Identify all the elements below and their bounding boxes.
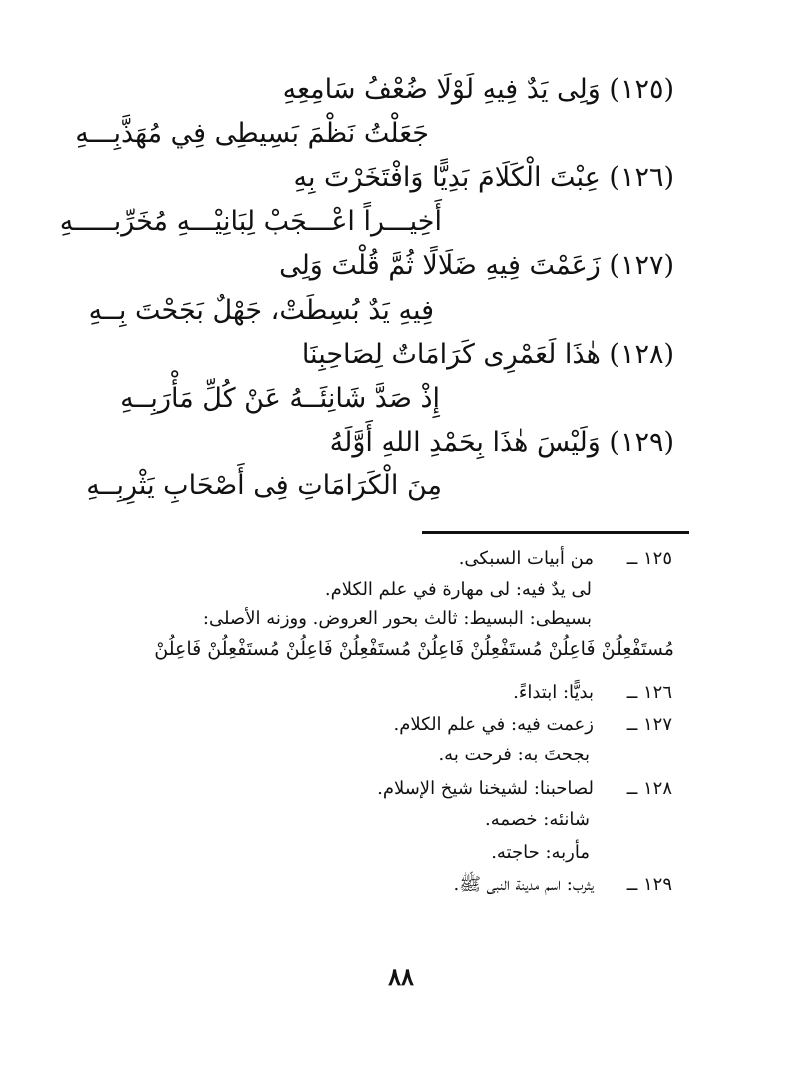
verse-125-first-hemistich: (١٢٥) وَلِى يَدٌ فِيهِ لَوْلَا ضُعْفُ سَامِعِهِ <box>282 74 674 105</box>
verse-126-second-hemistich: أَخِيـــراً اعْـــجَبْ لِبَانِيْـــهِ مُخَرِّبـــــهِ <box>59 206 442 237</box>
footnote-127-line2: بجحتَ به: فرحت به. <box>438 744 590 765</box>
verse-129-second-hemistich: مِنَ الْكَرَامَاتِ فِى أَصْحَابِ يَثْرِبِــهِ <box>86 470 442 501</box>
verse-127-first-hemistich: (١٢٧) زَعَمْتَ فِيهِ ضَلَالًا ثُمَّ قُلْتَ وَلِى <box>279 250 674 281</box>
footnote-125-line3: بسيطى: البسيط: ثالث بحور العروض. ووزنه الأصلى: <box>202 608 592 629</box>
footnote-129-text: يثرب: اسم مدينة النبى ﷺ. <box>453 874 594 895</box>
footnote-125-number: ١٢٥ ــ <box>626 548 672 569</box>
footnote-125-text: من أبيات السبكى. <box>458 548 594 569</box>
footnote-128-number: ١٢٨ ــ <box>626 778 672 799</box>
page-number: ٨٨ <box>388 962 414 991</box>
footnote-126-text: بديًّا: ابتداءً. <box>513 682 594 703</box>
footnote-separator <box>422 531 689 534</box>
verse-125-second-hemistich: جَعَلْتُ نَظْمَ بَسِيطِى فِي مُهَذَّبِـــهِ <box>75 118 429 149</box>
footnote-127-text: زعمت فيه: في علم الكلام. <box>393 714 594 735</box>
verse-129-first-hemistich: (١٢٩) وَلَيْسَ هٰذَا بِحَمْدِ اللهِ أَوَّلَهُ <box>329 427 674 458</box>
footnote-125-meter: مُستَفْعِلُنْ فَاعِلُنْ مُستَفْعِلُنْ فَاعِلُنْ مُستَفْعِلُنْ فَاعِلُنْ مُستَفْعِلُنْ فَاعِلُنْ <box>154 638 674 660</box>
footnote-127-number: ١٢٧ ــ <box>626 714 672 735</box>
footnote-125-line2: لى يدٌ فيه: لى مهارة في علم الكلام. <box>324 579 592 600</box>
verse-128-second-hemistich: إِذْ صَدَّ شَانِئَــهُ عَنْ كُلِّ مَأْرَبِــهِ <box>120 383 440 414</box>
footnote-129-number: ١٢٩ ــ <box>626 874 672 895</box>
footnote-128-text: لصاحبنا: لشيخنا شيخ الإسلام. <box>377 778 594 799</box>
footnote-128-line2: شانئه: خصمه. <box>485 809 590 830</box>
footnote-126-number: ١٢٦ ــ <box>626 682 672 703</box>
verse-126-first-hemistich: (١٢٦) عِبْتَ الْكَلَامَ بَدِيًّا وَافْتَخَرْتَ بِهِ <box>293 162 674 193</box>
footnote-128-line3: مأربه: حاجته. <box>491 842 590 863</box>
verse-128-first-hemistich: (١٢٨) هٰذَا لَعَمْرِى كَرَامَاتٌ لِصَاحِبِنَا <box>301 339 674 370</box>
verse-127-second-hemistich: فِيهِ يَدٌ بُسِطَتْ، جَهْلٌ بَجَحْتَ بِــهِ <box>88 295 434 326</box>
